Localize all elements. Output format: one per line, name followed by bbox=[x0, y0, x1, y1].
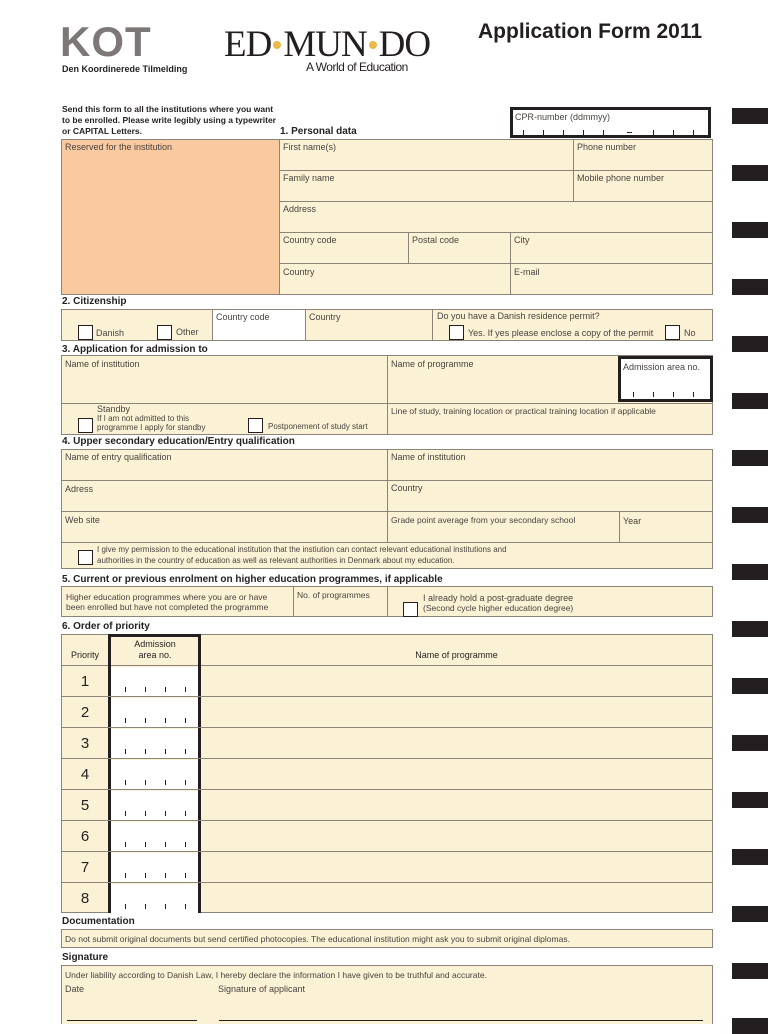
residence-no-label: No bbox=[684, 328, 696, 338]
postgrad-checkbox[interactable] bbox=[403, 602, 418, 617]
registration-mark bbox=[732, 792, 768, 808]
digit-tick bbox=[185, 749, 186, 754]
institution-label: Name of institution bbox=[65, 359, 140, 369]
digit-tick bbox=[125, 873, 126, 878]
postal-code-field[interactable] bbox=[408, 232, 511, 264]
institution-field[interactable] bbox=[61, 355, 388, 404]
area-column-header-1: Admission bbox=[134, 639, 176, 649]
digit-tick bbox=[125, 780, 126, 785]
priority-programme-input[interactable] bbox=[201, 729, 711, 758]
registration-mark bbox=[732, 393, 768, 409]
digit-tick bbox=[125, 687, 126, 692]
digit-tick bbox=[165, 904, 166, 909]
first-name-label: First name(s) bbox=[283, 142, 337, 152]
intro-text: Send this form to all the institutions where you want to be enrolled. Please write legibly using a typewriter or CAPITAL Letters. bbox=[62, 104, 276, 136]
enrolment-text-2: been enrolled but have not completed the programme bbox=[66, 602, 269, 612]
admission-area-field[interactable] bbox=[618, 356, 713, 402]
digit-tick bbox=[185, 873, 186, 878]
date-label: Date bbox=[65, 984, 85, 994]
postal-code-label: Postal code bbox=[412, 235, 460, 245]
digit-tick bbox=[125, 811, 126, 816]
priority-number: 5 bbox=[80, 797, 90, 814]
documentation-box bbox=[61, 929, 713, 948]
website-field[interactable] bbox=[61, 511, 388, 543]
registration-mark bbox=[732, 963, 768, 979]
gpa-field[interactable] bbox=[387, 511, 620, 543]
permission-text-2: authorities in the country of education as well as relevant authorities in Denmark about my education. bbox=[97, 556, 455, 565]
registration-mark bbox=[732, 108, 768, 124]
priority-number: 7 bbox=[80, 859, 90, 876]
section-priority-title: 6. Order of priority bbox=[62, 621, 150, 632]
entry-address-label: Adress bbox=[65, 484, 94, 494]
registration-mark bbox=[732, 1018, 768, 1034]
country-code-field[interactable] bbox=[279, 232, 409, 264]
danish-label: Danish bbox=[96, 328, 125, 338]
cpr-dash bbox=[627, 132, 632, 133]
digit-tick bbox=[165, 811, 166, 816]
digit-tick bbox=[185, 687, 186, 692]
documentation-text: Do not submit original documents but send certified photocopies. The educational institution might ask you to submit original diplomas. bbox=[65, 934, 570, 944]
area-column-header-2: area no. bbox=[138, 650, 172, 660]
edmundo-logo: ED MUN DO bbox=[224, 24, 431, 65]
standby-checkbox[interactable] bbox=[78, 418, 93, 433]
digit-tick bbox=[145, 749, 146, 754]
section-entry-qualification-title: 4. Upper secondary education/Entry qualification bbox=[62, 436, 295, 447]
citizenship-country-code-field[interactable] bbox=[212, 309, 306, 341]
phone-field[interactable] bbox=[573, 139, 713, 171]
cpr-field[interactable] bbox=[510, 107, 711, 138]
digit-tick bbox=[145, 718, 146, 723]
family-name-label: Family name bbox=[283, 173, 335, 183]
registration-mark bbox=[732, 564, 768, 580]
reserved-label: Reserved for the institution bbox=[65, 142, 173, 152]
registration-mark bbox=[732, 279, 768, 295]
digit-tick bbox=[185, 718, 186, 723]
section-personal-data-title: 1. Personal data bbox=[280, 126, 357, 137]
registration-mark bbox=[732, 621, 768, 637]
phone-label: Phone number bbox=[577, 142, 637, 152]
citizenship-country-field[interactable] bbox=[305, 309, 433, 341]
citizenship-country-label: Country bbox=[309, 312, 341, 322]
logo-dot-icon bbox=[369, 41, 377, 49]
priority-number: 8 bbox=[80, 890, 90, 907]
first-name-field[interactable] bbox=[279, 139, 574, 171]
residence-no-checkbox[interactable] bbox=[665, 325, 680, 340]
permission-text-1: I give my permission to the educational institution that the instiution can contact relevant educational institutions and bbox=[97, 545, 507, 554]
section-enrolment-title: 5. Current or previous enrolment on higher education programmes, if applicable bbox=[62, 574, 443, 585]
signature-line[interactable] bbox=[219, 1020, 703, 1021]
digit-tick bbox=[145, 811, 146, 816]
priority-programme-input[interactable] bbox=[201, 698, 711, 727]
priority-number: 3 bbox=[80, 735, 90, 752]
registration-mark bbox=[732, 222, 768, 238]
country-field[interactable] bbox=[279, 263, 511, 295]
kot-logo: KOT bbox=[60, 18, 152, 65]
priority-programme-input[interactable] bbox=[201, 822, 711, 851]
enrolment-text-1: Higher education programmes where you are or have bbox=[66, 592, 268, 602]
signature-title: Signature bbox=[62, 952, 109, 963]
num-programmes-label: No. of programmes bbox=[297, 590, 370, 600]
country-code-label: Country code bbox=[283, 235, 337, 245]
edmundo-tagline: A World of Education bbox=[306, 60, 408, 74]
city-field[interactable] bbox=[510, 232, 713, 264]
priority-number: 1 bbox=[80, 673, 90, 690]
cpr-label: CPR-number (ddmmyy) bbox=[515, 112, 611, 122]
entry-institution-label: Name of institution bbox=[391, 452, 466, 462]
address-field[interactable] bbox=[279, 201, 713, 233]
registration-mark bbox=[732, 735, 768, 751]
section-admission-title: 3. Application for admission to bbox=[62, 344, 208, 355]
digit-tick bbox=[165, 749, 166, 754]
signature-declaration: Under liability according to Danish Law, I hereby declare the information I have given to be truthful and accurate. bbox=[65, 970, 487, 980]
digit-tick bbox=[145, 687, 146, 692]
registration-mark bbox=[732, 450, 768, 466]
priority-programme-input[interactable] bbox=[201, 760, 711, 789]
digit-tick bbox=[185, 904, 186, 909]
gpa-label: Grade point average from your secondary school bbox=[391, 515, 576, 525]
mobile-field[interactable] bbox=[573, 170, 713, 202]
section-citizenship-title: 2. Citizenship bbox=[62, 296, 127, 307]
registration-mark bbox=[732, 336, 768, 352]
country-label: Country bbox=[283, 267, 315, 277]
digit-tick bbox=[145, 842, 146, 847]
digit-tick bbox=[145, 873, 146, 878]
digit-tick bbox=[125, 749, 126, 754]
mobile-label: Mobile phone number bbox=[577, 173, 665, 183]
kot-subtitle: Den Koordinerede Tilmelding bbox=[62, 64, 188, 74]
digit-tick bbox=[165, 718, 166, 723]
line-of-study-field[interactable] bbox=[387, 403, 713, 435]
digit-tick bbox=[125, 904, 126, 909]
residence-question: Do you have a Danish residence permit? bbox=[437, 311, 600, 321]
website-label: Web site bbox=[65, 515, 100, 525]
signature-box bbox=[61, 965, 713, 1024]
line-of-study-label: Line of study, training location or practical training location if applicable bbox=[391, 406, 656, 416]
entry-country-field[interactable] bbox=[387, 480, 713, 512]
digit-tick bbox=[165, 687, 166, 692]
registration-mark bbox=[732, 849, 768, 865]
email-field[interactable] bbox=[510, 263, 713, 295]
documentation-title: Documentation bbox=[62, 916, 135, 927]
family-name-field[interactable] bbox=[279, 170, 574, 202]
postponement-label: Postponement of study start bbox=[268, 422, 368, 431]
reserved-box bbox=[61, 139, 280, 295]
year-label: Year bbox=[623, 516, 642, 526]
digit-tick bbox=[145, 780, 146, 785]
priority-programme-input[interactable] bbox=[201, 791, 711, 820]
priority-number: 4 bbox=[80, 766, 90, 783]
digit-tick bbox=[165, 842, 166, 847]
address-label: Address bbox=[283, 204, 317, 214]
digit-tick bbox=[145, 904, 146, 909]
permission-checkbox[interactable] bbox=[78, 550, 93, 565]
priority-column-header: Priority bbox=[70, 650, 99, 660]
admission-area-label: Admission area no. bbox=[623, 362, 701, 372]
danish-checkbox[interactable] bbox=[78, 325, 93, 340]
date-line[interactable] bbox=[67, 1020, 197, 1021]
citizenship-country-code-label: Country code bbox=[216, 312, 270, 322]
num-programmes-field[interactable] bbox=[293, 586, 388, 617]
postgrad-text-1: I already hold a post-graduate degree bbox=[423, 593, 574, 603]
priority-programme-input[interactable] bbox=[201, 667, 711, 696]
entry-qualification-label: Name of entry qualification bbox=[65, 452, 172, 462]
programme-label: Name of programme bbox=[391, 359, 474, 369]
postponement-checkbox[interactable] bbox=[248, 418, 263, 433]
year-field[interactable] bbox=[619, 511, 713, 543]
registration-mark bbox=[732, 906, 768, 922]
standby-title: Standby bbox=[97, 404, 131, 414]
registration-mark bbox=[732, 507, 768, 523]
digit-tick bbox=[165, 780, 166, 785]
digit-tick bbox=[125, 842, 126, 847]
postgrad-text-2: (Second cycle higher education degree) bbox=[423, 603, 574, 613]
priority-number: 6 bbox=[80, 828, 90, 845]
logo-dot-icon bbox=[273, 41, 281, 49]
registration-mark bbox=[732, 165, 768, 181]
standby-text-1: If I am not admitted to this bbox=[97, 414, 190, 423]
programme-column-header: Name of programme bbox=[415, 650, 498, 660]
digit-tick bbox=[165, 873, 166, 878]
form-title: Application Form 2011 bbox=[478, 20, 703, 43]
entry-qualification-field[interactable] bbox=[61, 449, 388, 481]
entry-country-label: Country bbox=[391, 483, 423, 493]
digit-tick bbox=[185, 842, 186, 847]
city-label: City bbox=[514, 235, 530, 245]
priority-programme-input[interactable] bbox=[201, 853, 711, 882]
residence-yes-checkbox[interactable] bbox=[449, 325, 464, 340]
digit-tick bbox=[185, 780, 186, 785]
email-label: E-mail bbox=[514, 267, 540, 277]
standby-text-2: programme I apply for standby bbox=[97, 423, 206, 432]
digit-tick bbox=[125, 718, 126, 723]
other-label: Other bbox=[176, 327, 199, 337]
entry-institution-field[interactable] bbox=[387, 449, 713, 481]
residence-yes-label: Yes. If yes please enclose a copy of the permit bbox=[468, 328, 654, 338]
digit-tick bbox=[185, 811, 186, 816]
entry-address-field[interactable] bbox=[61, 480, 388, 512]
priority-number: 2 bbox=[80, 704, 90, 721]
other-checkbox[interactable] bbox=[157, 325, 172, 340]
priority-programme-input[interactable] bbox=[201, 884, 711, 913]
signature-label: Signature of applicant bbox=[218, 984, 306, 994]
registration-mark bbox=[732, 678, 768, 694]
